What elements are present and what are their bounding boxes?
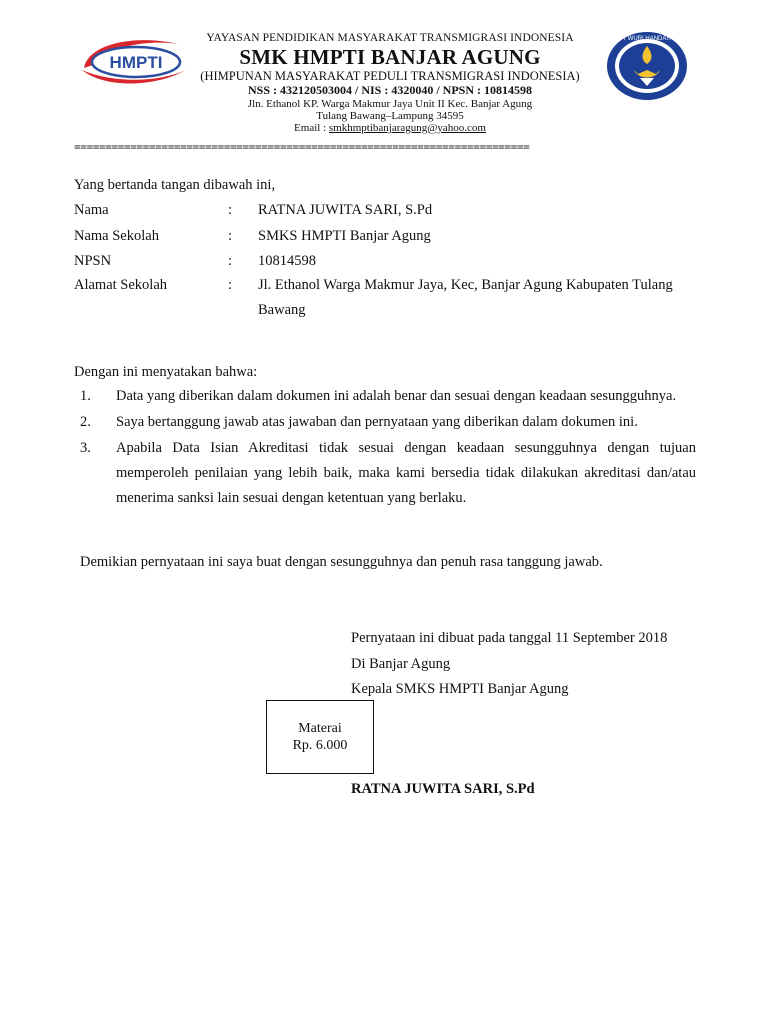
field-value: Jl. Ethanol Warga Makmur Jaya, Kec, Banjar Agung Kabupaten Tulang Bawang — [258, 277, 673, 318]
letterhead — [180, 32, 600, 134]
stamp-amount: Rp. 6.000 — [292, 738, 348, 753]
email-line — [180, 122, 600, 134]
field-label: Nama — [74, 202, 109, 218]
address-line-2: Tulang Bawang–Lampung 34595 — [316, 109, 464, 122]
statement-list — [74, 384, 696, 512]
stamp-label: Materai — [298, 720, 342, 736]
list-item — [74, 410, 696, 435]
tut-wuri-handayani-logo-icon — [604, 30, 690, 102]
list-item — [74, 384, 696, 409]
foundation-name: YAYASAN PENDIDIKAN MASYARAKAT TRANSMIGRASI INDONESIA — [206, 32, 574, 44]
signature-place: Di Banjar Agung — [351, 656, 451, 672]
school-name: SMK HMPTI BANJAR AGUNG — [239, 44, 541, 69]
intro-text: Yang bertanda tangan dibawah ini, — [74, 177, 276, 193]
school-ids: NSS : 432120503004 / NIS : 4320040 / NPSN : 10814598 — [247, 83, 532, 98]
field-colon: : — [228, 228, 233, 244]
association-name: (HIMPUNAN MASYARAKAT PEDULI TRANSMIGRASI INDONESIA) — [200, 68, 580, 83]
address-line-1: Jln. Ethanol KP. Warga Makmur Jaya Unit II Kec. Banjar Agung — [247, 97, 533, 110]
field-value: RATNA JUWITA SARI, S.Pd — [258, 202, 433, 218]
stamp-box — [266, 700, 374, 774]
header-divider: ========================================================================= — [74, 140, 530, 154]
field-colon: : — [228, 202, 233, 218]
list-number: 3. — [80, 440, 91, 456]
list-text: Saya bertanggung jawab atas jawaban dan pernyataan yang diberikan dalam dokumen ini. — [116, 414, 638, 430]
field-colon: : — [228, 253, 233, 269]
list-number: 1. — [80, 388, 91, 404]
list-text: Data yang diberikan dalam dokumen ini adalah benar dan sesuai dengan keadaan sesungguhnya. — [116, 388, 677, 404]
field-label: NPSN — [74, 253, 112, 269]
signature-date: Pernyataan ini dibuat pada tanggal 11 September 2018 — [351, 630, 668, 646]
signature-role: Kepala SMKS HMPTI Banjar Agung — [351, 681, 569, 697]
field-value: SMKS HMPTI Banjar Agung — [258, 228, 431, 244]
email-link[interactable]: smkhmptibanjaragung@yahoo.com — [328, 121, 486, 134]
list-item — [74, 436, 696, 511]
list-number: 2. — [80, 414, 91, 430]
field-value: 10814598 — [258, 253, 316, 269]
closing-text: Demikian pernyataan ini saya buat dengan sesungguhnya dan penuh rasa tanggung jawab. — [80, 554, 603, 570]
list-text: Apabila Data Isian Akreditasi tidak sesuai dengan keadaan sesungguhnya dengan tujuan memperoleh penilaian yang lebih baik, maka kami bersedia tidak dilakukan akreditasi dan/atau menerima sanksi lain sesuai dengan ketentuan yang berlaku. — [116, 440, 696, 506]
tut-wuri-handayani-text: TUT WURI HANDAYANI — [614, 36, 680, 42]
statement-intro: Dengan ini menyatakan bahwa: — [74, 364, 258, 380]
signer-name: RATNA JUWITA SARI, S.Pd — [351, 781, 535, 797]
email-label: Email : — [294, 121, 329, 134]
field-label: Alamat Sekolah — [74, 277, 168, 293]
field-colon: : — [228, 277, 233, 293]
hmpti-logo-text: HMPTI — [109, 53, 163, 72]
field-label: Nama Sekolah — [74, 228, 159, 244]
